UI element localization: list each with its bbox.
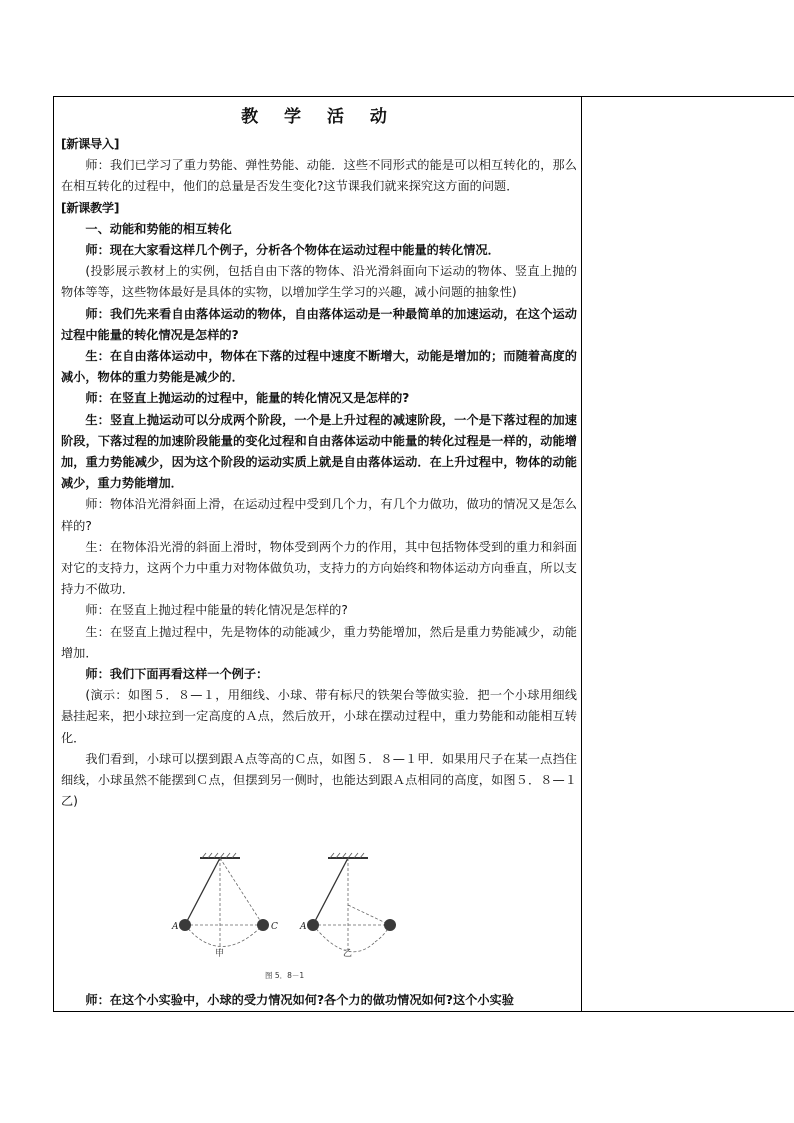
- paragraph-10: 生：在竖直上抛过程中，先是物体的动能减少，重力势能增加，然后是重力势能减少，动能增加．: [61, 624, 577, 660]
- paragraph-4: 生：在自由落体运动中，物体在下落的过程中速度不断增大，动能是增加的；而随着高度的减小，物体的重力势能是减少的．: [61, 349, 577, 385]
- trailing-paragraph-container: [61, 990, 577, 1011]
- section1-title: 一、动能和势能的相互转化: [85, 221, 232, 236]
- lesson-content: [61, 104, 577, 813]
- paragraph-2: (投影展示教材上的实例，包括自由下落的物体、沿光滑斜面向下运动的物体、竖直上抛的物体等等，这些物体最好是具体的实物，以增加学生学习的兴趣，减小问题的抽象性): [61, 264, 577, 300]
- paragraph-13: 我们看到，小球可以摆到跟Ａ点等高的Ｃ点，如图５．８—１甲．如果用尺子在某一点挡住细线，小球虽然不能摆到Ｃ点，但摆到另一侧时，也能达到跟Ａ点相同的高度，如图５．８—１乙): [61, 751, 577, 809]
- pendulum-diagram: [160, 850, 420, 985]
- label-c-left: C: [271, 922, 278, 932]
- intro-heading: [新课导入]: [61, 137, 120, 151]
- paragraph-5: 师：在竖直上抛运动的过程中，能量的转化情况又是怎样的?: [85, 391, 410, 406]
- paragraph-7: 师：物体沿光滑斜面上滑，在运动过程中受到几个力，有几个力做功，做功的情况又是怎么样的?: [61, 497, 577, 533]
- teaching-heading: [新课教学]: [61, 200, 120, 215]
- paragraph-1: 师：现在大家看这样几个例子，分析各个物体在运动过程中能量的转化情况．: [85, 243, 500, 258]
- paragraph-12: (演示：如图５．８—１，用细线、小球、带有标尺的铁架台等做实验．把一个小球用细线悬挂起来，把小球拉到一定高度的Ａ点，然后放开，小球在摆动过程中，重力势能和动能相互转化．: [61, 688, 577, 745]
- paragraph-11: 师：我们下面再看这样一个例子：: [85, 667, 269, 682]
- label-a-left: A: [172, 922, 179, 932]
- ball-a-right: [307, 919, 319, 931]
- ball-a-left: [179, 919, 191, 931]
- pendulum-figure: [160, 850, 420, 985]
- paragraph-9: 师：在竖直上抛过程中能量的转化情况是怎样的?: [85, 603, 348, 618]
- paragraph-3: 师：我们先来看自由落体运动的物体，自由落体运动是一种最简单的加速运动，在这个运动过程中能量的转化情况是怎样的?: [61, 306, 577, 342]
- sub-label-left: 甲: [215, 949, 225, 959]
- intro-paragraph: 师：我们已学习了重力势能、弹性势能、动能．这些不同形式的能是可以相互转化的，那么在相互转化的过程中，他们的总量是否发生变化?这节课我们就来探究这方面的问题．: [61, 158, 577, 194]
- figure-caption: 图 5．8－1: [265, 971, 305, 980]
- paragraph-8: 生：在物体沿光滑的斜面上滑时，物体受到两个力的作用，其中包括物体受到的重力和斜面对它的支持力，这两个力中重力对物体做负功，支持力的方向始终和物体运动方向垂直，所以支持力不做功．: [61, 539, 577, 597]
- page-title: 教 学 活 动: [241, 107, 397, 127]
- ball-right-side: [384, 919, 396, 931]
- label-a-right: A: [300, 922, 307, 932]
- paragraph-14: 师：在这个小实验中，小球的受力情况如何?各个力的做功情况如何?这个小实验: [85, 993, 514, 1007]
- table-column-divider: [581, 96, 582, 1012]
- pendulum-right: [299, 853, 396, 959]
- pendulum-left: [171, 853, 278, 959]
- ball-c-left: [257, 919, 269, 931]
- paragraph-6: 生：竖直上抛运动可以分成两个阶段，一个是上升过程的减速阶段，一个是下落过程的加速阶段，下落过程的加速阶段能量的变化过程和自由落体运动中能量的转化过程是一样的，动能增加，重力势能减少，因为这个阶段的运动实质上就是自由落体运动．在上升过程中，物体的动能减少，重力势能增加．: [61, 412, 577, 491]
- sub-label-right: 乙: [343, 949, 353, 959]
